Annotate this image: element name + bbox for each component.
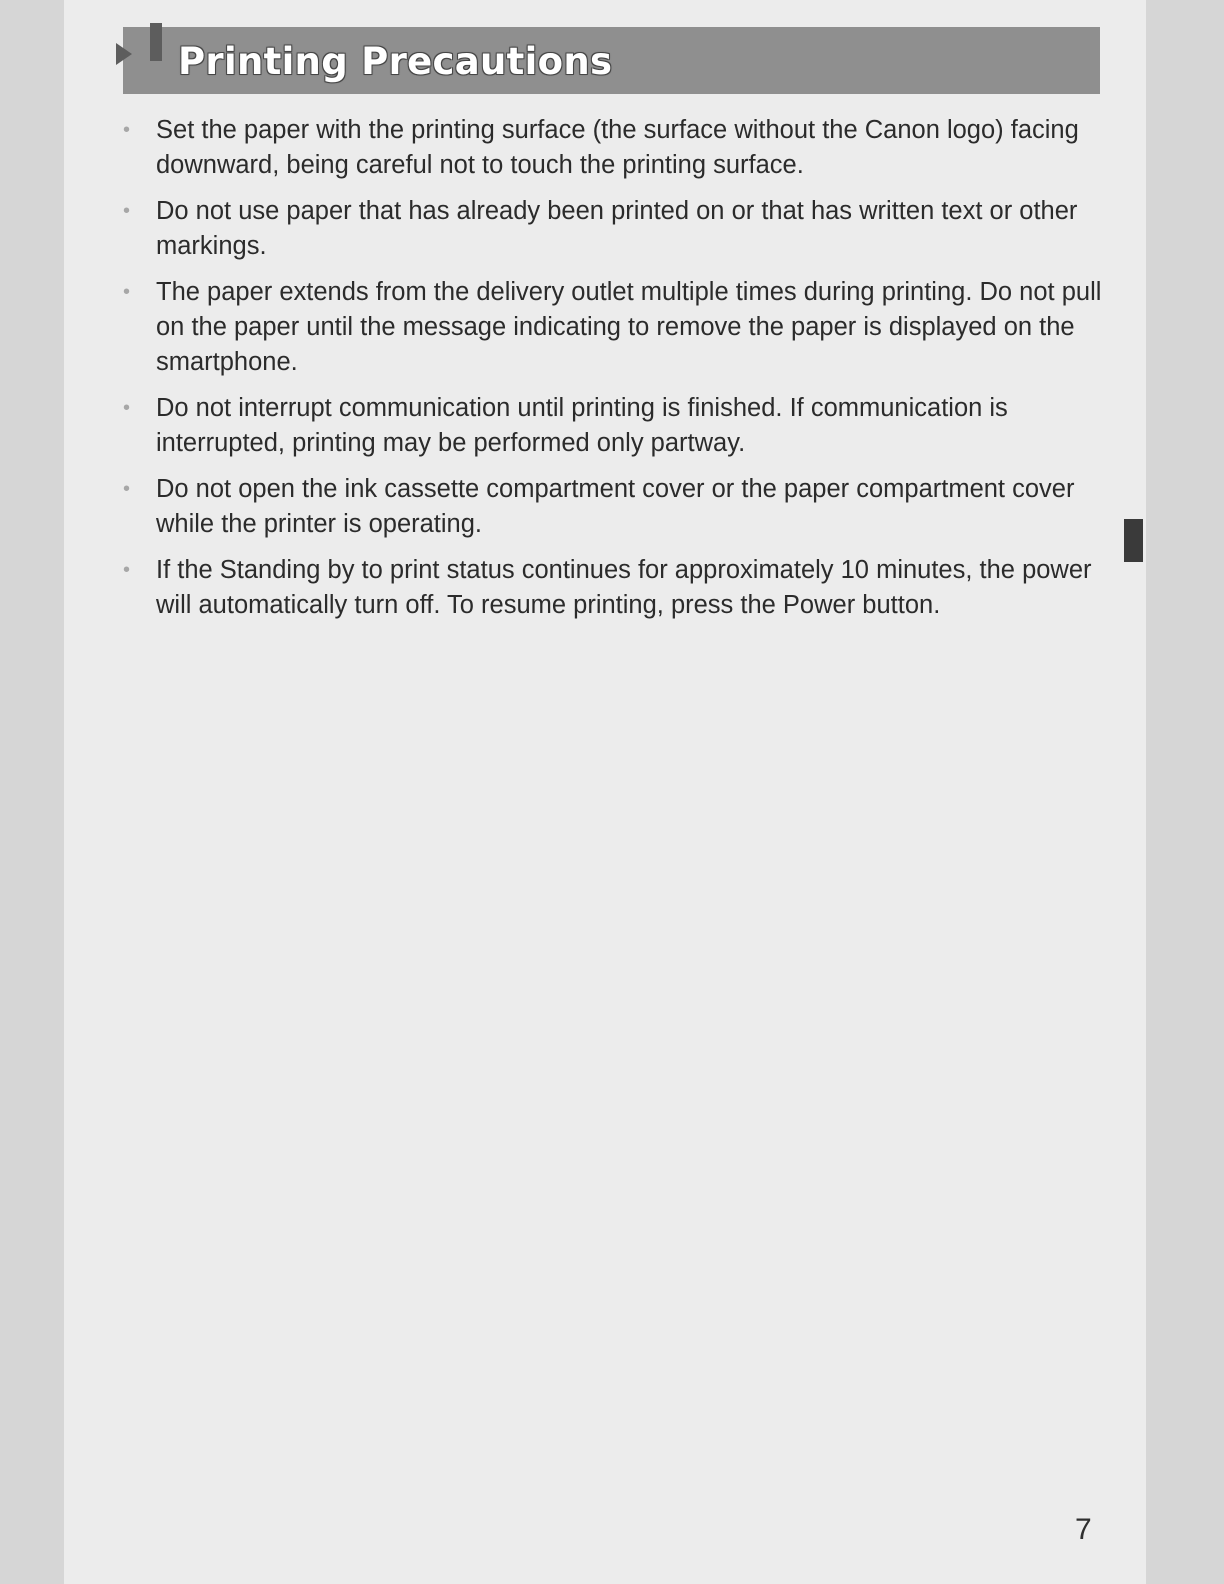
list-item	[120, 275, 1105, 380]
precaution-text: Do not use paper that has already been printed on or that has written text or other markings.	[156, 197, 1078, 260]
bullet-icon: •	[123, 397, 131, 419]
list-item	[120, 553, 1105, 623]
bullet-icon: •	[123, 559, 131, 581]
precaution-text: Set the paper with the printing surface (the surface without the Canon logo) facing downward, being careful not to touch the printing surface.	[156, 116, 1079, 179]
bullet-icon: •	[123, 478, 131, 500]
header-notch	[150, 23, 162, 61]
bullet-icon: •	[123, 200, 131, 222]
list-item	[120, 113, 1105, 183]
list-item	[120, 194, 1105, 264]
precaution-text: If the Standing by to print status continues for approximately 10 minutes, the power will automatically turn off. To resume printing, press the Power button.	[156, 556, 1092, 619]
page-number: 7	[1075, 1513, 1092, 1546]
chapter-tab-marker	[1124, 519, 1143, 562]
precaution-text: Do not interrupt communication until printing is finished. If communication is interrupted, printing may be performed only partway.	[156, 394, 1008, 457]
section-title: Printing Precautions	[178, 40, 613, 83]
list-item	[120, 472, 1105, 542]
precaution-text: The paper extends from the delivery outlet multiple times during printing. Do not pull on the paper until the message indicating to remove the paper is displayed on the smartphone.	[156, 278, 1102, 376]
bullet-icon: •	[123, 119, 131, 141]
precaution-text: Do not open the ink cassette compartment cover or the paper compartment cover while the printer is operating.	[156, 475, 1075, 538]
bullet-icon: •	[123, 281, 131, 303]
list-item	[120, 391, 1105, 461]
precautions-list	[120, 113, 1105, 634]
header-marker-icon	[116, 43, 132, 65]
